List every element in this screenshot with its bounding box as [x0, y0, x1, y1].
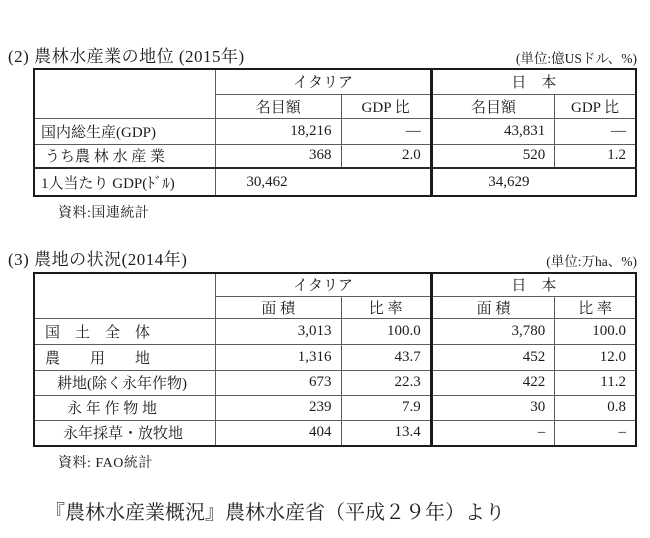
land-row-label: 永年採草・放牧地 — [34, 420, 216, 446]
gdp-subheader-italy-ratio: GDP 比 — [341, 94, 431, 118]
land-header-italy: イタリア — [216, 273, 432, 296]
land-row-label: 永 年 作 物 地 — [34, 395, 216, 420]
section-land-title: (3) 農地の状況(2014年) — [8, 250, 188, 269]
gdp-subheader-japan-nominal: 名目額 — [431, 94, 554, 118]
value-cell: 34,629 — [431, 168, 636, 196]
value-cell: 2.0 — [341, 144, 431, 168]
land-subheader-italy-ratio: 比 率 — [341, 296, 431, 318]
land-source-note: 資料: FAO統計 — [58, 456, 153, 471]
value-cell: 673 — [216, 370, 341, 395]
land-subheader-japan-ratio: 比 率 — [555, 296, 636, 318]
value-cell: 7.9 — [341, 395, 431, 420]
value-cell: 3,780 — [431, 318, 554, 344]
table-row — [34, 344, 636, 370]
section-gdp-title: (2) 農林水産業の地位 (2015年) — [8, 47, 245, 66]
land-row-label: 耕地(除く永年作物) — [34, 370, 216, 395]
gdp-source-note: 資料:国連統計 — [58, 206, 150, 221]
land-row-label: 農 用 地 — [34, 344, 216, 370]
section-land-unit: (単位:万ha、%) — [546, 254, 637, 269]
value-cell: 1,316 — [216, 344, 341, 370]
table-row — [34, 168, 636, 196]
gdp-subheader-japan-ratio: GDP 比 — [555, 94, 636, 118]
gdp-corner-cell — [34, 69, 216, 118]
land-subheader-italy-area: 面 積 — [216, 296, 341, 318]
land-table — [33, 272, 637, 447]
value-cell: 43.7 — [341, 344, 431, 370]
land-subheader-japan-area: 面 積 — [431, 296, 554, 318]
table-row — [34, 318, 636, 344]
value-cell: 30 — [431, 395, 554, 420]
document-caption: 『農林水産業概況』農林水産省（平成２９年）より — [45, 502, 505, 524]
value-cell: 43,831 — [431, 118, 554, 144]
value-cell: 18,216 — [216, 118, 341, 144]
value-cell: 11.2 — [555, 370, 636, 395]
value-cell: 404 — [216, 420, 341, 446]
land-header-japan: 日 本 — [431, 273, 636, 296]
gdp-row-label: うち農 林 水 産 業 — [34, 144, 216, 168]
value-cell: – — [555, 420, 636, 446]
gdp-table — [33, 68, 637, 197]
value-cell: 239 — [216, 395, 341, 420]
land-row-label: 国 土 全 体 — [34, 318, 216, 344]
table-row — [34, 395, 636, 420]
gdp-row-label: 国内総生産(GDP) — [34, 118, 216, 144]
value-cell: 12.0 — [555, 344, 636, 370]
value-cell: 13.4 — [341, 420, 431, 446]
value-cell: — — [341, 118, 431, 144]
value-cell: 452 — [431, 344, 554, 370]
value-cell: 30,462 — [216, 168, 432, 196]
land-corner-cell — [34, 273, 216, 318]
value-cell: 368 — [216, 144, 341, 168]
table-row — [34, 370, 636, 395]
value-cell: 422 — [431, 370, 554, 395]
section-land-title-row — [8, 245, 637, 270]
value-cell: 3,013 — [216, 318, 341, 344]
value-cell: — — [555, 118, 636, 144]
value-cell: 100.0 — [555, 318, 636, 344]
gdp-header-japan: 日 本 — [431, 69, 636, 94]
table-row — [34, 420, 636, 446]
value-cell: 520 — [431, 144, 554, 168]
value-cell: 0.8 — [555, 395, 636, 420]
gdp-header-italy: イタリア — [216, 69, 432, 94]
gdp-subheader-italy-nominal: 名目額 — [216, 94, 341, 118]
section-gdp-unit: (単位:億USドル、%) — [515, 51, 637, 66]
value-cell: – — [431, 420, 554, 446]
gdp-row-label: 1人当たり GDP(ﾄﾞﾙ) — [34, 168, 216, 196]
section-gdp-title-row — [8, 42, 637, 67]
value-cell: 100.0 — [341, 318, 431, 344]
value-cell: 22.3 — [341, 370, 431, 395]
table-row — [34, 144, 636, 168]
table-row — [34, 118, 636, 144]
value-cell: 1.2 — [555, 144, 636, 168]
